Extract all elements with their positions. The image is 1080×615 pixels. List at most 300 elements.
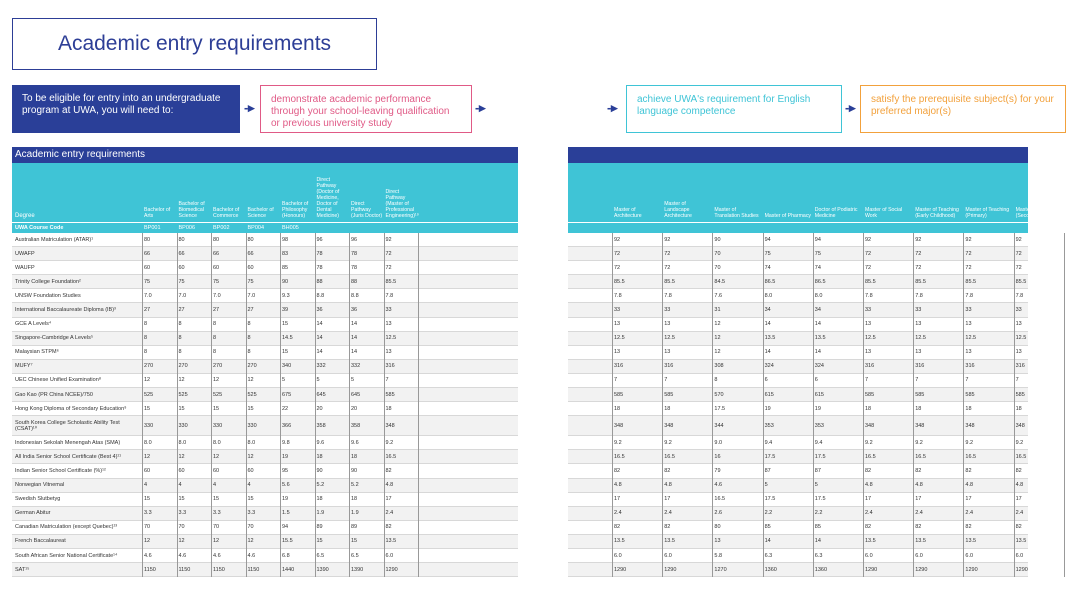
column-header: Master of Teaching (Secondary) xyxy=(1015,207,1060,219)
table-cell: 60 xyxy=(213,264,220,271)
table-cell: 585 xyxy=(385,391,395,398)
row-label: Indian Senior School Certificate (%)¹² xyxy=(15,467,106,474)
table-cell: 95 xyxy=(282,467,289,474)
table-cell: 16.5 xyxy=(385,453,397,460)
table-cell: 7.0 xyxy=(247,292,256,299)
table-cell: 270 xyxy=(144,363,154,370)
table-cell: 12.5 xyxy=(865,335,876,342)
table-cell: 12 xyxy=(178,538,185,545)
table-cell: 585 xyxy=(865,391,875,398)
table-cell: 82 xyxy=(865,467,872,474)
table-cell: 8 xyxy=(247,321,251,328)
table-cell: 70 xyxy=(714,250,721,257)
table-row xyxy=(568,303,1028,317)
table-cell: 92 xyxy=(614,236,621,243)
table-cell: 585 xyxy=(915,391,925,398)
table-cell: 7.8 xyxy=(915,292,923,299)
table-cell: 1440 xyxy=(282,566,295,573)
table-cell: 9.2 xyxy=(664,439,672,446)
table-cell: 2.6 xyxy=(714,510,723,517)
arrow-icon: - ▸ xyxy=(244,100,253,115)
table-cell: 22 xyxy=(282,405,289,412)
table-cell: 18 xyxy=(965,405,972,412)
table-cell: 8.0 xyxy=(144,439,152,446)
table-cell: 13.5 xyxy=(764,335,776,342)
table-cell: 13 xyxy=(1015,321,1022,328)
table-cell: 13 xyxy=(614,349,621,356)
table-row xyxy=(12,233,518,247)
table-cell: 19 xyxy=(764,405,771,412)
table-cell: 1270 xyxy=(714,566,727,573)
column-divider xyxy=(712,233,713,577)
table-cell: 94 xyxy=(814,236,821,243)
column-header: Doctor of Podiatric Medicine xyxy=(814,207,858,219)
table-cell: 20 xyxy=(351,405,358,412)
table-cell: 72 xyxy=(965,250,972,257)
table-cell: 8.8 xyxy=(316,292,325,299)
table-cell: 6.3 xyxy=(764,552,773,559)
table-cell: 8.0 xyxy=(247,439,256,446)
table-cell: 60 xyxy=(178,264,185,271)
table-cell: 15 xyxy=(247,405,254,412)
table-cell: 12.5 xyxy=(915,335,926,342)
table-cell: 4.8 xyxy=(965,482,974,489)
table-cell: 75 xyxy=(814,250,821,257)
table-cell: 5.8 xyxy=(714,552,723,559)
table-cell: 13.5 xyxy=(814,335,826,342)
table-cell: 9.4 xyxy=(814,439,823,446)
table-cell: 15 xyxy=(213,405,220,412)
table-cell: 12 xyxy=(714,321,721,328)
table-cell: 4.8 xyxy=(614,482,622,489)
table-cell: 6.0 xyxy=(1015,552,1024,559)
table-cell: 12 xyxy=(714,335,721,342)
column-header: Master of Teaching (Early Childhood) xyxy=(915,207,959,219)
table-cell: 9.4 xyxy=(764,439,773,446)
table-cell: 14 xyxy=(351,349,358,356)
table-cell: 4.6 xyxy=(247,552,256,559)
table-cell: 94 xyxy=(764,236,771,243)
table-row xyxy=(568,436,1028,450)
table-cell: 2.4 xyxy=(865,510,873,517)
table-cell: 85.5 xyxy=(1015,278,1027,285)
table-cell: 8 xyxy=(247,349,251,356)
column-divider xyxy=(963,233,964,577)
table-cell: 15 xyxy=(144,496,151,503)
table-cell: 585 xyxy=(614,391,624,398)
flow-step-english: achieve UWA's requirement for English language competence xyxy=(626,85,842,133)
table-cell: 12 xyxy=(213,453,220,460)
table-cell: 9.8 xyxy=(282,439,290,446)
table-cell: 16.5 xyxy=(865,453,876,460)
table-cell: 358 xyxy=(316,422,326,429)
column-divider xyxy=(384,233,385,577)
table-cell: 5.2 xyxy=(351,482,359,489)
table-cell: 14 xyxy=(316,349,323,356)
row-label: Singapore-Cambridge A Levels⁵ xyxy=(15,335,94,342)
table-cell: 96 xyxy=(351,236,358,243)
table-row xyxy=(12,303,518,317)
table-cell: 13 xyxy=(965,321,972,328)
table-cell: 14 xyxy=(351,321,358,328)
column-header: Bachelor of Philosophy (Honours) xyxy=(282,201,309,219)
course-code: BP002 xyxy=(213,225,230,231)
table-cell: 82 xyxy=(915,467,922,474)
table-cell: 16.5 xyxy=(714,496,726,503)
table-cell: 12.5 xyxy=(1015,335,1027,342)
table-cell: 27 xyxy=(247,307,254,314)
course-code: BP006 xyxy=(178,225,196,231)
table-cell: 525 xyxy=(247,391,257,398)
table-header xyxy=(12,163,518,222)
table-cell: 18 xyxy=(865,405,872,412)
table-cell: 12.5 xyxy=(664,335,675,342)
table-cell: 316 xyxy=(664,363,674,370)
table-cell: 7.6 xyxy=(714,292,723,299)
table-cell: 12 xyxy=(144,538,151,545)
table-cell: 18 xyxy=(316,453,323,460)
table-cell: 86.5 xyxy=(814,278,826,285)
column-header: Master of Landscape Architecture xyxy=(664,201,692,219)
table-cell: 15 xyxy=(213,496,220,503)
table-cell: 13.5 xyxy=(614,538,625,545)
table-cell: 12 xyxy=(213,377,220,384)
row-label: UEC Chinese Unified Examination⁸ xyxy=(15,377,102,384)
table-cell: 1290 xyxy=(614,566,627,573)
table-cell: 7 xyxy=(915,377,919,384)
table-cell: 66 xyxy=(144,250,151,257)
table-cell: 3.3 xyxy=(178,510,187,517)
table-cell: 6.3 xyxy=(814,552,823,559)
table-cell: 2.2 xyxy=(764,510,773,517)
table-cell: 72 xyxy=(915,250,922,257)
column-header: Bachelor of Commerce xyxy=(213,207,240,219)
table-cell: 353 xyxy=(764,422,774,429)
table-row xyxy=(12,521,518,535)
table-cell: 7.8 xyxy=(965,292,974,299)
table-row xyxy=(12,493,518,507)
table-cell: 1290 xyxy=(915,566,928,573)
column-header: Master of Social Work xyxy=(865,207,903,219)
table-cell: 17 xyxy=(664,496,671,503)
column-header: Master of Teaching (Primary) xyxy=(965,207,1010,219)
table-cell: 2.4 xyxy=(1015,510,1024,517)
table-cell: 70 xyxy=(247,524,254,531)
table-cell: 17.5 xyxy=(764,496,776,503)
table-cell: 9.6 xyxy=(351,439,359,446)
table-row xyxy=(12,549,518,563)
table-cell: 74 xyxy=(814,264,821,271)
table-cell: 18 xyxy=(385,405,392,412)
table-cell: 17 xyxy=(915,496,922,503)
table-cell: 348 xyxy=(1015,422,1025,429)
table-cell: 78 xyxy=(351,250,358,257)
table-cell: 7.8 xyxy=(865,292,873,299)
table-cell: 14 xyxy=(764,321,771,328)
table-cell: 358 xyxy=(351,422,361,429)
column-divider xyxy=(315,233,316,577)
table-cell: 1360 xyxy=(764,566,777,573)
table-cell: 72 xyxy=(385,250,392,257)
table-cell: 70 xyxy=(213,524,220,531)
table-cell: 13 xyxy=(915,321,922,328)
table-cell: 1150 xyxy=(247,566,260,573)
table-cell: 6.5 xyxy=(351,552,359,559)
table-cell: 16.5 xyxy=(1015,453,1027,460)
table-cell: 75 xyxy=(213,278,220,285)
table-cell: 92 xyxy=(915,236,922,243)
table-row xyxy=(12,318,518,332)
table-cell: 72 xyxy=(614,250,621,257)
table-cell: 85.5 xyxy=(664,278,675,285)
table-cell: 585 xyxy=(1015,391,1025,398)
table-cell: 13.5 xyxy=(965,538,977,545)
flow-step-eligibility: To be eligible for entry into an undergraduate program at UWA, you will need to: xyxy=(12,85,240,133)
table-cell: 3.3 xyxy=(213,510,221,517)
column-divider xyxy=(349,233,350,577)
table-row xyxy=(12,479,518,493)
table-cell: 13 xyxy=(664,321,671,328)
flow-step-prerequisites: satisfy the prerequisite subject(s) for your preferred major(s) xyxy=(860,85,1066,133)
table-cell: 15.5 xyxy=(282,538,293,545)
table-cell: 12 xyxy=(247,538,254,545)
table-cell: 1290 xyxy=(664,566,677,573)
table-cell: 332 xyxy=(316,363,326,370)
table-cell: 8 xyxy=(144,321,148,328)
table-cell: 8.0 xyxy=(764,292,773,299)
table-row xyxy=(12,416,518,436)
table-cell: 85.5 xyxy=(865,278,876,285)
table-cell: 36 xyxy=(351,307,358,314)
table-cell: 8.0 xyxy=(213,439,221,446)
table-cell: 72 xyxy=(865,264,872,271)
table-cell: 17.5 xyxy=(814,496,826,503)
table-cell: 36 xyxy=(316,307,323,314)
arrow-icon: - ▸ xyxy=(845,100,854,115)
table-cell: 348 xyxy=(915,422,925,429)
table-cell: 330 xyxy=(178,422,188,429)
table-row xyxy=(568,233,1028,247)
table-cell: 353 xyxy=(814,422,824,429)
table-cell: 78 xyxy=(316,264,323,271)
table-cell: 1390 xyxy=(351,566,364,573)
table-cell: 8.8 xyxy=(351,292,359,299)
table-cell: 525 xyxy=(144,391,154,398)
table-row xyxy=(12,374,518,388)
arrow-icon: - ▸ xyxy=(607,100,616,115)
table-cell: 344 xyxy=(714,422,724,429)
table-cell: 316 xyxy=(865,363,875,370)
table-row xyxy=(568,479,1028,493)
table-cell: 645 xyxy=(351,391,361,398)
table-cell: 15 xyxy=(316,538,323,545)
table-cell: 4.8 xyxy=(664,482,672,489)
table-cell: 89 xyxy=(316,524,323,531)
table-cell: 6.5 xyxy=(316,552,325,559)
table-cell: 27 xyxy=(178,307,185,314)
table-cell: 330 xyxy=(144,422,154,429)
table-cell: 1290 xyxy=(965,566,978,573)
table-cell: 7 xyxy=(614,377,618,384)
requirements-table-right xyxy=(568,147,1060,607)
table-cell: 5 xyxy=(351,377,355,384)
table-cell: 33 xyxy=(664,307,671,314)
table-cell: 348 xyxy=(614,422,624,429)
table-cell: 8 xyxy=(213,335,217,342)
table-cell: 90 xyxy=(316,467,323,474)
table-cell: 17 xyxy=(1015,496,1022,503)
table-cell: 330 xyxy=(213,422,223,429)
table-cell: 16.5 xyxy=(614,453,625,460)
table-row xyxy=(568,275,1028,289)
table-cell: 15 xyxy=(178,405,185,412)
table-cell: 88 xyxy=(351,278,358,285)
table-cell: 615 xyxy=(814,391,824,398)
column-divider xyxy=(813,233,814,577)
table-cell: 34 xyxy=(764,307,771,314)
column-header: Master of Translation Studies xyxy=(714,207,759,219)
table-cell: 366 xyxy=(282,422,292,429)
column-header: Master of Architecture xyxy=(614,207,642,219)
table-cell: 348 xyxy=(385,422,395,429)
table-cell: 1150 xyxy=(144,566,156,573)
table-cell: 15 xyxy=(351,538,358,545)
table-header xyxy=(568,163,1060,222)
table-cell: 72 xyxy=(664,250,671,257)
table-row xyxy=(12,289,518,303)
table-row xyxy=(568,360,1028,374)
table-cell: 33 xyxy=(865,307,872,314)
table-cell: 15 xyxy=(282,349,289,356)
column-header: Bachelor of Biomedical Science xyxy=(178,201,205,219)
table-cell: 85.5 xyxy=(915,278,926,285)
table-row xyxy=(568,416,1028,436)
table-cell: 330 xyxy=(247,422,257,429)
row-label: All India Senior School Certificate (Best 4)¹¹ xyxy=(15,453,122,460)
table-cell: 4 xyxy=(144,482,148,489)
table-cell: 2.4 xyxy=(614,510,622,517)
table-cell: 90 xyxy=(714,236,721,243)
table-cell: 2.4 xyxy=(385,510,394,517)
table-cell: 82 xyxy=(915,524,922,531)
table-cell: 12.5 xyxy=(614,335,625,342)
table-cell: 82 xyxy=(1015,524,1022,531)
table-cell: 340 xyxy=(282,363,292,370)
course-code-row xyxy=(568,222,1028,233)
table-cell: 82 xyxy=(385,467,392,474)
table-cell: 82 xyxy=(664,524,671,531)
table-cell: 3.3 xyxy=(247,510,256,517)
table-cell: 13 xyxy=(385,349,392,356)
table-cell: 308 xyxy=(714,363,724,370)
table-cell: 4.6 xyxy=(178,552,187,559)
table-cell: 98 xyxy=(282,236,289,243)
table-cell: 13.5 xyxy=(1015,538,1027,545)
table-cell: 14 xyxy=(814,538,821,545)
table-cell: 316 xyxy=(1015,363,1025,370)
table-band-title: Academic entry requirements xyxy=(12,147,518,163)
table-cell: 72 xyxy=(915,264,922,271)
table-cell: 70 xyxy=(714,264,721,271)
table-cell: 7 xyxy=(965,377,969,384)
table-cell: 18 xyxy=(614,405,621,412)
column-divider xyxy=(142,233,143,577)
table-cell: 570 xyxy=(714,391,724,398)
column-divider xyxy=(177,233,178,577)
table-cell: 12 xyxy=(178,453,185,460)
table-cell: 9.2 xyxy=(1015,439,1024,446)
table-cell: 85.5 xyxy=(965,278,977,285)
table-cell: 80 xyxy=(714,524,721,531)
column-divider xyxy=(1064,233,1065,577)
column-divider xyxy=(662,233,663,577)
table-cell: 15 xyxy=(282,321,289,328)
table-cell: 27 xyxy=(144,307,151,314)
table-cell: 13.5 xyxy=(385,538,397,545)
table-cell: 1.9 xyxy=(316,510,325,517)
table-cell: 6.0 xyxy=(915,552,923,559)
table-cell: 615 xyxy=(764,391,774,398)
table-cell: 9.3 xyxy=(282,292,290,299)
table-row xyxy=(568,374,1028,388)
table-cell: 13 xyxy=(614,321,621,328)
table-cell: 7.0 xyxy=(213,292,221,299)
table-cell: 9.0 xyxy=(714,439,723,446)
table-row xyxy=(568,332,1028,346)
table-cell: 5 xyxy=(764,482,768,489)
column-header: Direct Pathway (Doctor of Medicine, Doctor of Dental Medicine) xyxy=(316,177,340,219)
table-cell: 18 xyxy=(664,405,671,412)
row-label: Trinity College Foundation² xyxy=(15,278,81,285)
table-cell: 19 xyxy=(282,453,289,460)
table-cell: 12 xyxy=(144,377,151,384)
table-row xyxy=(568,247,1028,261)
table-cell: 14 xyxy=(351,335,358,342)
table-cell: 72 xyxy=(965,264,972,271)
table-cell: 75 xyxy=(764,250,771,257)
table-cell: 33 xyxy=(915,307,922,314)
row-label: French Baccalaureat xyxy=(15,538,66,545)
table-cell: 324 xyxy=(764,363,774,370)
table-cell: 34 xyxy=(814,307,821,314)
table-cell: 16 xyxy=(714,453,721,460)
table-cell: 85.5 xyxy=(614,278,625,285)
table-cell: 7 xyxy=(664,377,668,384)
table-cell: 82 xyxy=(865,524,872,531)
table-cell: 9.6 xyxy=(316,439,325,446)
table-cell: 4 xyxy=(247,482,251,489)
table-cell: 70 xyxy=(178,524,185,531)
table-cell: 1.9 xyxy=(351,510,359,517)
table-row xyxy=(568,549,1028,563)
table-cell: 14 xyxy=(814,321,821,328)
table-cell: 92 xyxy=(385,236,392,243)
table-row xyxy=(568,493,1028,507)
table-cell: 4.8 xyxy=(1015,482,1024,489)
table-cell: 3.3 xyxy=(144,510,152,517)
table-row xyxy=(568,507,1028,521)
table-cell: 75 xyxy=(247,278,254,285)
table-cell: 15 xyxy=(144,405,151,412)
table-cell: 15 xyxy=(247,496,254,503)
table-cell: 9.2 xyxy=(965,439,974,446)
table-cell: 316 xyxy=(915,363,925,370)
table-cell: 585 xyxy=(664,391,674,398)
table-band xyxy=(568,147,1028,163)
column-header: Bachelor of Arts xyxy=(144,207,171,219)
table-cell: 12 xyxy=(178,377,185,384)
column-divider xyxy=(612,233,613,577)
